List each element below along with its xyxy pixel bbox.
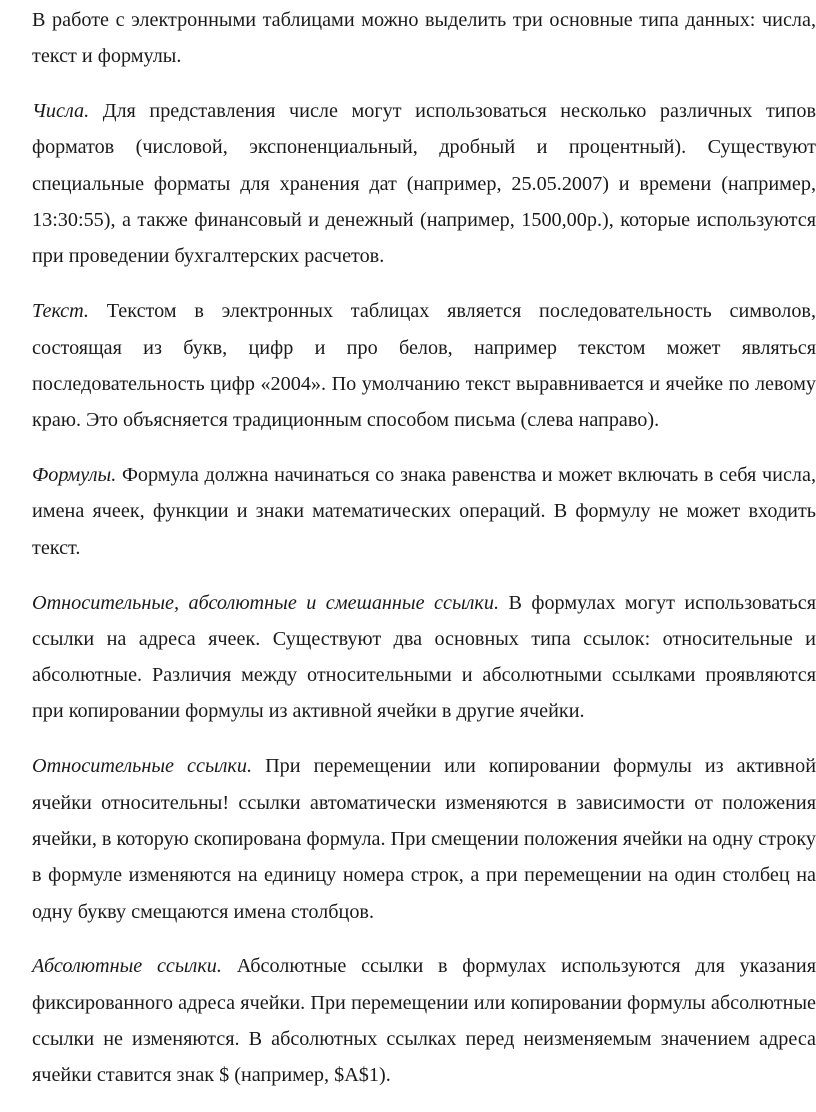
- paragraph-text: В работе с электронными таблицами можно выделить три основные типа данных: числа, текст и формулы.: [32, 9, 816, 68]
- paragraph-numbers: [32, 93, 816, 274]
- paragraph-text: Текстом в электронных таблицах является последовательность символов, состоящая из букв, цифр и про белов, например текстом может являться последовательность цифр «2004». По умолчанию текст выравнивается и ячейке по левому краю. Это объясняется традиционным способом письма (слева направо).: [32, 300, 816, 432]
- paragraph-lead: Относительные, абсолютные и смешанные ссылки.: [32, 591, 499, 614]
- paragraph-text: Абсолютные ссылки в формулах используются для указания фиксированного адреса ячейки. При перемещении или копировании формулы абсолютные ссылки не изменяются. В абсолютных ссылках перед неизменяемым значением адреса ячейки ставится знак $ (например, $A$1).: [32, 955, 816, 1087]
- paragraph-formulas: [32, 457, 816, 566]
- paragraph-absolute-references: [32, 948, 816, 1093]
- paragraph-references: [32, 585, 816, 730]
- paragraph-intro: [32, 2, 816, 75]
- paragraph-lead: Относительные ссылки.: [32, 755, 253, 778]
- paragraph-text: В формулах могут использоваться ссылки на адреса ячеек. Существуют два основных типа ссылок: относительные и абсолютные. Различия между относительными и абсолютными ссылками проявляются при копировании формулы из активной ячейки в другие ячейки.: [32, 591, 816, 723]
- paragraph-text: Формула должна начинаться со знака равенства и может включать в себя числа, имена ячеек, функции и знаки математических операций. В формулу не может входить текст.: [32, 464, 816, 559]
- document-body: [32, 2, 816, 1112]
- paragraph-text: Для представления числе могут использоваться несколько различных типов форматов (числовой, экспоненциальный, дробный и процентный). Существуют специальные форматы для хранения дат (например, 25.05.2007) и времени (например, 13:30:55), а также финансовый и денежный (например, 1500,00р.), которые используются при проведении бухгалтерских расчетов.: [32, 100, 816, 268]
- paragraph-relative-references: [32, 748, 816, 929]
- paragraph-text: При перемещении или копировании формулы из активной ячейки относительны! ссылки автоматически изменяются в зависимости от положения ячейки, в которую скопирована формула. При смещении положения ячейки на одну строку в формуле изменяются на единицу номера строк, а при перемещении на один столбец на одну букву смещаются имена столбцов.: [32, 755, 816, 923]
- paragraph-lead: Числа.: [32, 100, 90, 123]
- paragraph-lead: Абсолютные ссылки.: [32, 955, 222, 978]
- paragraph-lead: Формулы.: [32, 464, 117, 487]
- paragraph-lead: Текст.: [32, 300, 89, 323]
- paragraph-text-type: [32, 293, 816, 438]
